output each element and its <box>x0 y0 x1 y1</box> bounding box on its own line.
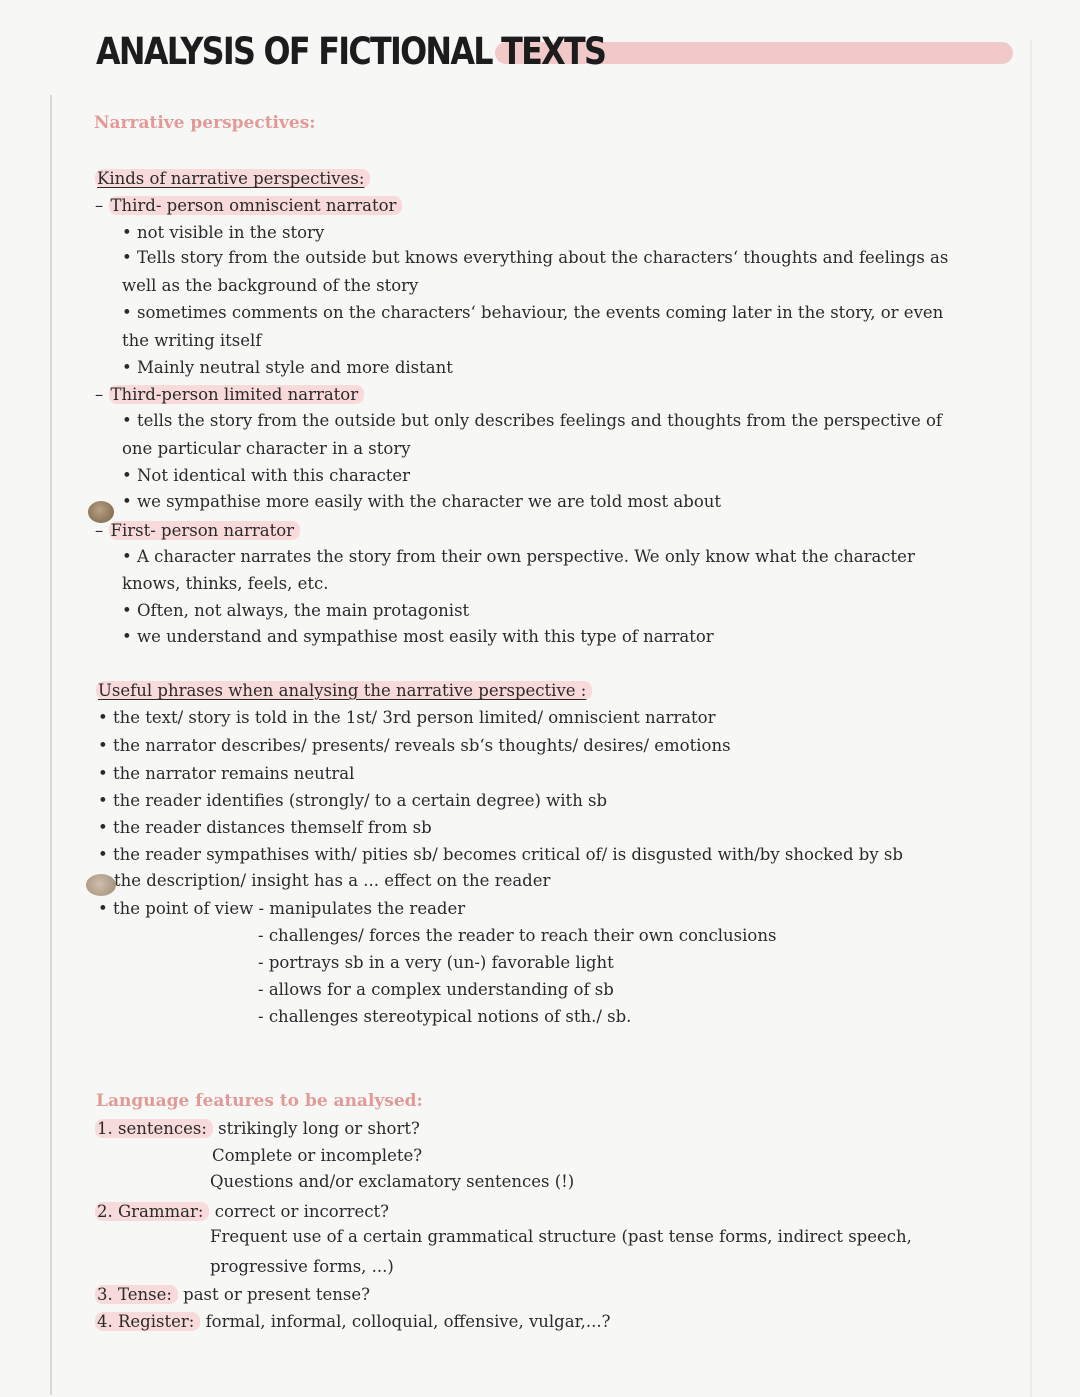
limited-label: – Third-person limited narrator <box>95 384 364 406</box>
first-person-bullet-1-cont: knows, thinks, feels, etc. <box>122 574 329 593</box>
language-item-2: 2. Grammar: correct or incorrect? <box>97 1202 389 1221</box>
phrases-heading: Useful phrases when analysing the narrative perspective : <box>96 680 592 702</box>
omniscient-bullet-4: • Mainly neutral style and more distant <box>122 358 453 377</box>
language-item-1-sub-1: Complete or incomplete? <box>212 1146 423 1165</box>
language-item-4: 4. Register: formal, informal, colloquial, offensive, vulgar,...? <box>97 1312 611 1331</box>
first-person-bullet-3: • we understand and sympathise most easily with this type of narrator <box>122 627 714 646</box>
phrase-7: the description/ insight has a ... effect on the reader <box>114 871 551 890</box>
margin-line <box>50 95 52 1395</box>
limited-bullet-1-cont: one particular character in a story <box>122 439 411 458</box>
language-item-2-sub-1: Frequent use of a certain grammatical structure (past tense forms, indirect speech, <box>210 1227 912 1246</box>
language-item-1-sub-2: Questions and/or exclamatory sentences (!) <box>210 1172 575 1191</box>
hole-punch-mark <box>86 874 116 896</box>
phrase-2: • the narrator describes/ presents/ reveals sb‘s thoughts/ desires/ emotions <box>98 736 731 755</box>
phrase-5: • the reader distances themself from sb <box>98 818 432 837</box>
phrase-4: • the reader identifies (strongly/ to a certain degree) with sb <box>98 791 608 810</box>
language-item-1: 1. sentences: strikingly long or short? <box>97 1119 420 1138</box>
phrase-1: • the text/ story is told in the 1st/ 3rd person limited/ omniscient narrator <box>98 708 716 727</box>
language-item-2-sub-2: progressive forms, ...) <box>210 1257 394 1276</box>
omniscient-bullet-1: • not visible in the story <box>122 223 325 242</box>
limited-bullet-1: • tells the story from the outside but only describes feelings and thoughts from the perspective of <box>122 411 943 430</box>
omniscient-bullet-3-cont: the writing itself <box>122 331 262 350</box>
phrase-8-sub-4: - challenges stereotypical notions of sth./ sb. <box>258 1007 632 1026</box>
limited-bullet-3: • we sympathise more easily with the character we are told most about <box>122 492 722 511</box>
page-edge <box>1030 40 1032 1397</box>
narrative-heading: Narrative perspectives: <box>94 113 316 133</box>
kinds-heading: Kinds of narrative perspectives: <box>95 168 370 190</box>
first-person-bullet-1: • A character narrates the story from their own perspective. We only know what the character <box>122 547 915 566</box>
language-heading: Language features to be analysed: <box>96 1091 423 1111</box>
language-item-3: 3. Tense: past or present tense? <box>97 1285 371 1304</box>
omniscient-bullet-3: • sometimes comments on the characters‘ behaviour, the events coming later in the story, or even <box>122 303 944 322</box>
limited-bullet-2: • Not identical with this character <box>122 466 411 485</box>
phrase-3: • the narrator remains neutral <box>98 764 355 783</box>
first-person-label: – First- person narrator <box>95 520 300 542</box>
phrase-6: • the reader sympathises with/ pities sb/ becomes critical of/ is disgusted with/by shocked by sb <box>98 845 903 864</box>
phrase-8-sub-3: - allows for a complex understanding of sb <box>258 980 614 999</box>
page-title: ANALYSIS OF FICTIONAL TEXTS <box>96 30 606 73</box>
phrase-8-sub-1: - challenges/ forces the reader to reach their own conclusions <box>258 926 777 945</box>
phrase-8-sub-2: - portrays sb in a very (un-) favorable light <box>258 953 614 972</box>
first-person-bullet-2: • Often, not always, the main protagonist <box>122 601 470 620</box>
omniscient-bullet-2: • Tells story from the outside but knows everything about the characters‘ thoughts and feelings as <box>122 248 949 267</box>
omniscient-bullet-2-cont: well as the background of the story <box>122 276 419 295</box>
omniscient-label: – Third- person omniscient narrator <box>95 195 402 217</box>
phrase-8: • the point of view - manipulates the reader <box>98 899 466 918</box>
